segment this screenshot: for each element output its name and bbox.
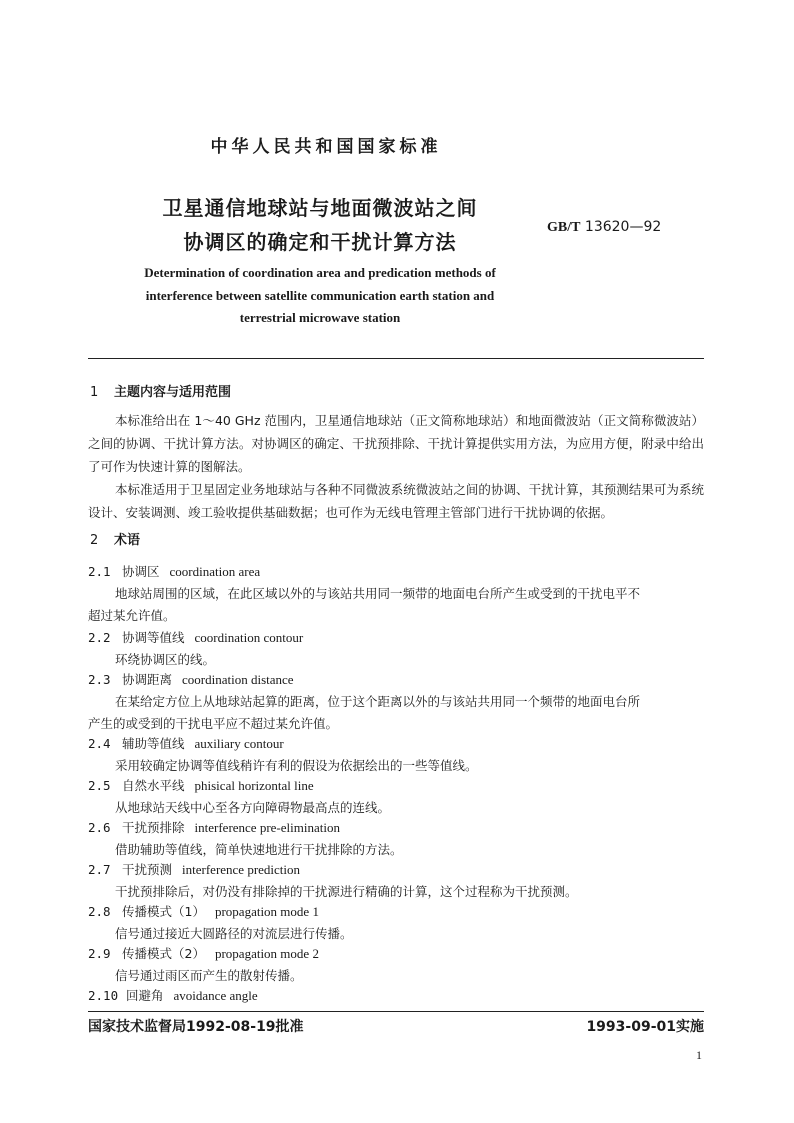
standard-number (547, 219, 661, 236)
term-number: 2.3 (88, 672, 111, 687)
term-2-10 (88, 986, 258, 1004)
term-en: coordination contour (194, 630, 304, 645)
term-2-6-definition: 借助辅助等值线，简单快速地进行干扰排除的方法。 (115, 842, 403, 857)
title-cn-line1: 卫星通信地球站与地面微波站之间 (162, 196, 478, 220)
term-en: coordination distance (182, 672, 294, 687)
section-2-heading (90, 529, 140, 548)
header-divider (88, 358, 704, 359)
term-cn: 干扰预排除 (122, 820, 185, 835)
term-cn: 辅助等值线 (122, 736, 185, 751)
term-cn: 回避角 (126, 988, 164, 1003)
title-en-line2: interference between satellite communication earth station and (145, 288, 495, 303)
section-2-number: 2 (90, 533, 99, 548)
term-2-3-definition-line1: 在某给定方位上从地球站起算的距离，位于这个距离以外的与该站共用同一个频带的地面电台所 (115, 694, 641, 709)
term-number: 2.2 (88, 630, 111, 645)
section-1-paragraph-1: 本标准给出在 1～40 GHz 范围内，卫星通信地球站（正文简称地球站）和地面微波站（正文简称微波站）之间的协调、干扰计算方法。对协调区的确定、干扰预排除、干扰计算提供实用方法，为应用方便，附录中给出了可作为快速计算的图解法。 (88, 413, 704, 474)
term-en: propagation mode 1 (214, 904, 319, 919)
title-cn-line2: 协调区的确定和干扰计算方法 (183, 230, 457, 254)
standard-prefix: GB/T (547, 220, 581, 235)
title-en-line1: Determination of coordination area and predication methods of (144, 265, 496, 280)
term-cn: 传播模式（1） (122, 904, 205, 919)
term-en: auxiliary contour (194, 736, 284, 751)
term-2-3 (88, 670, 294, 688)
term-2-6 (88, 818, 340, 836)
term-2-1-definition-line1: 地球站周围的区域，在此区域以外的与该站共用同一频带的地面电台所产生或受到的干扰电平不 (115, 586, 641, 601)
term-2-4-definition: 采用较确定协调等值线稍许有利的假设为依据绘出的一些等值线。 (115, 758, 478, 773)
term-2-2 (88, 628, 303, 646)
footer-divider (88, 1011, 704, 1012)
term-en: coordination area (169, 564, 261, 579)
term-cn: 协调距离 (122, 672, 173, 687)
term-cn: 协调区 (122, 564, 160, 579)
term-2-3-definition-line2: 产生的或受到的干扰电平应不超过某允许值。 (88, 716, 339, 731)
term-en: phisical horizontal line (194, 778, 314, 793)
term-en: avoidance angle (173, 988, 258, 1003)
term-2-1-definition-line2: 超过某允许值。 (88, 608, 176, 623)
section-2-title: 术语 (114, 533, 141, 548)
standard-code: 13620—92 (584, 219, 662, 235)
term-cn: 协调等值线 (122, 630, 185, 645)
term-cn: 自然水平线 (122, 778, 185, 793)
term-2-5-definition: 从地球站天线中心至各方向障碍物最高点的连线。 (115, 800, 391, 815)
effective-date: 1993-09-01实施 (586, 1019, 704, 1035)
term-en: propagation mode 2 (214, 946, 319, 961)
term-2-1 (88, 562, 260, 580)
term-2-8 (88, 902, 319, 920)
term-number: 2.9 (88, 946, 111, 961)
page-number: 1 (696, 1048, 702, 1062)
term-2-5 (88, 776, 314, 794)
term-cn: 干扰预测 (122, 862, 173, 877)
section-1-heading (90, 381, 231, 400)
title-en-line3: terrestrial microwave station (239, 310, 401, 325)
term-2-4 (88, 734, 284, 752)
term-2-9-definition: 信号通过雨区而产生的散射传播。 (115, 968, 303, 983)
term-number: 2.6 (88, 820, 111, 835)
term-en: interference pre-elimination (194, 820, 340, 835)
term-number: 2.5 (88, 778, 111, 793)
term-2-9 (88, 944, 319, 962)
national-standard-label: 中华人民共和国国家标准 (210, 137, 442, 157)
term-2-7-definition: 干扰预排除后，对仍没有排除掉的干扰源进行精确的计算，这个过程称为干扰预测。 (115, 884, 578, 899)
section-1-title: 主题内容与适用范围 (114, 385, 232, 400)
term-en: interference prediction (182, 862, 301, 877)
term-2-2-definition: 环绕协调区的线。 (115, 652, 216, 667)
term-2-7 (88, 860, 300, 878)
section-1-number: 1 (90, 385, 99, 400)
term-number: 2.8 (88, 904, 111, 919)
term-cn: 传播模式（2） (122, 946, 205, 961)
term-number: 2.1 (88, 564, 111, 579)
term-number: 2.4 (88, 736, 111, 751)
term-number: 2.7 (88, 862, 111, 877)
term-2-8-definition: 信号通过接近大圆路径的对流层进行传播。 (115, 926, 353, 941)
approval-date: 国家技术监督局1992-08-19批准 (88, 1019, 304, 1035)
term-number: 2.10 (88, 988, 119, 1003)
section-1-paragraph-2: 本标准适用于卫星固定业务地球站与各种不同微波系统微波站之间的协调、干扰计算，其预测结果可为系统设计、安装调测、竣工验收提供基础数据；也可作为无线电管理主管部门进行干扰协调的依据。 (88, 482, 704, 520)
